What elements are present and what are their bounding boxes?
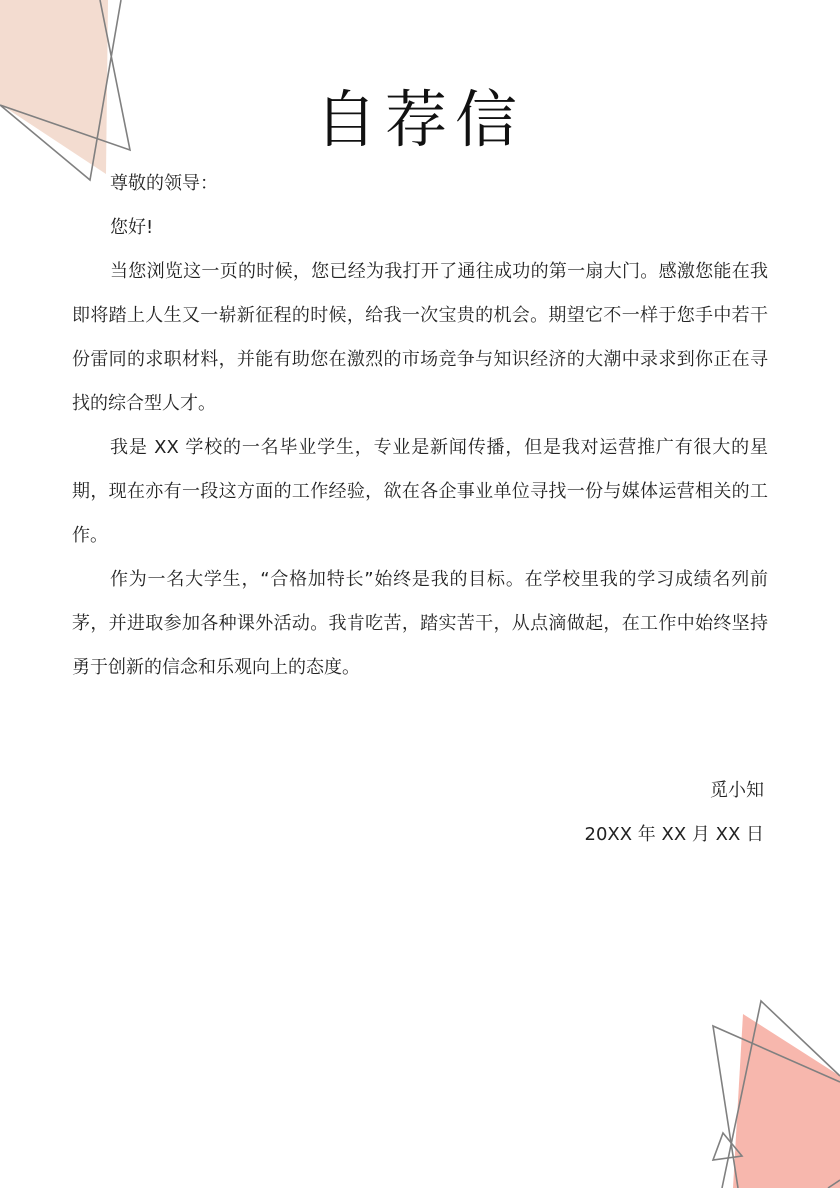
paragraph: 当您浏览这一页的时候，您已经为我打开了通往成功的第一扇大门。感激您能在我即将踏上人生又一崭新征程的时候，给我一次宝贵的机会。期望它不一样于您手中若干份雷同的求职材料，并能有助您在激烈的市场竞争与知识经济的大潮中录求到你正在寻找的综合型人才。 (72, 261, 768, 414)
paragraph: 我是 XX 学校的一名毕业学生，专业是新闻传播，但是我对运营推广有很大的星期，现在亦有一段这方面的工作经验，欲在各企事业单位寻找一份与媒体运营相关的工作。 (72, 437, 768, 546)
bottom-right-pink-shape (733, 1014, 840, 1188)
bottom-right-lines (713, 1001, 840, 1188)
paragraph: 作为一名大学生，“合格加特长”始终是我的目标。在学校里我的学习成绩名列前茅，并进取参加各种课外活动。我肯吃苦，踏实苦干，从点滴做起，在工作中始终坚持勇于创新的信念和乐观向上的态度。 (72, 569, 768, 678)
date: 20XX 年 XX 月 XX 日 (584, 824, 764, 845)
letter-body (72, 162, 768, 690)
signature: 觅小知 (710, 780, 764, 801)
hello: 您好! (110, 217, 154, 238)
page-title: 自荐信 (314, 83, 525, 156)
greeting: 尊敬的领导： (110, 173, 218, 194)
